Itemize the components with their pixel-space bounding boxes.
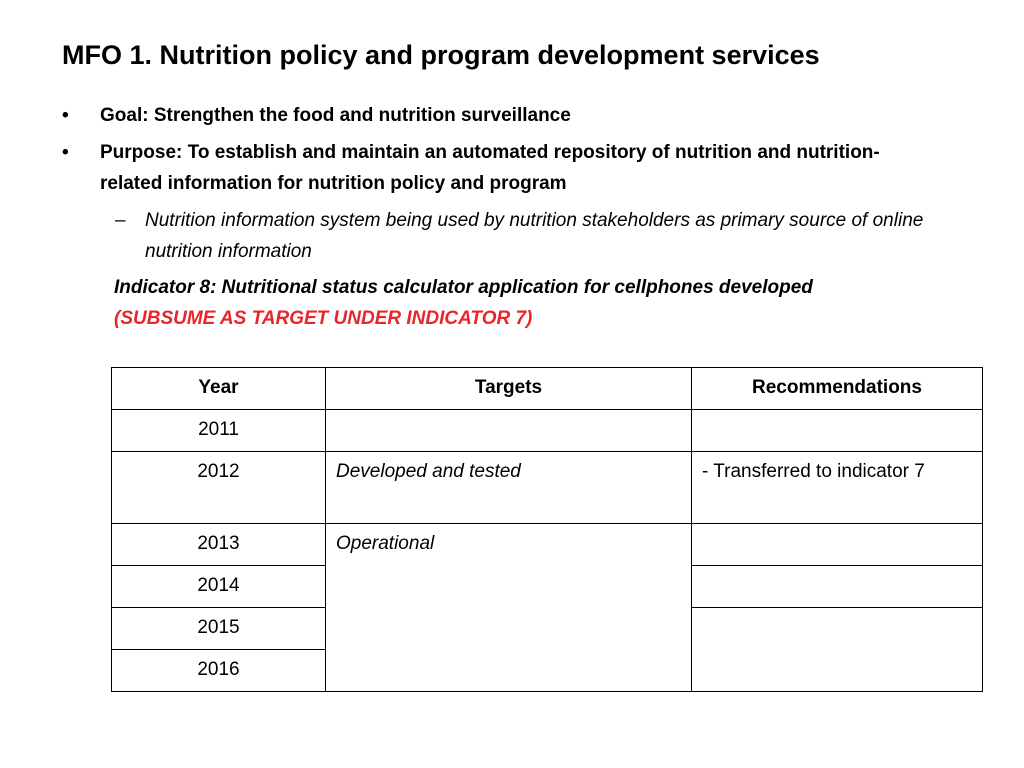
table-row: [112, 452, 983, 524]
purpose-bullet: [62, 137, 940, 199]
purpose-text: Purpose: To establish and maintain an automated repository of nutrition and nutrition-related information for nutrition policy and program: [100, 142, 880, 194]
table-row: [112, 524, 983, 566]
dash-marker: –: [115, 210, 126, 231]
year-cell: 2016: [112, 650, 326, 692]
target-cell: Developed and tested: [326, 452, 692, 524]
year-cell: 2012: [112, 452, 326, 524]
year-cell: 2011: [112, 410, 326, 452]
header-year: Year: [112, 368, 326, 410]
header-recommendations: Recommendations: [692, 368, 983, 410]
recommendation-cell: [692, 524, 983, 566]
recommendation-cell: - Transferred to indicator 7: [692, 452, 983, 524]
recommendation-cell: [692, 608, 983, 692]
table-header-row: [112, 368, 983, 410]
indicator-block: [114, 272, 813, 334]
recommendation-cell: [692, 410, 983, 452]
targets-table: [111, 367, 983, 692]
target-cell: [326, 410, 692, 452]
year-cell: 2014: [112, 566, 326, 608]
bullet-marker: •: [62, 105, 69, 126]
goal-bullet: [62, 100, 940, 131]
bullet-marker: •: [62, 142, 69, 163]
year-cell: 2015: [112, 608, 326, 650]
year-cell: 2013: [112, 524, 326, 566]
target-cell: Operational: [326, 524, 692, 692]
sub-bullet: [115, 205, 965, 267]
slide-title: MFO 1. Nutrition policy and program development services: [62, 40, 820, 70]
indicator-text: Indicator 8: Nutritional status calculator application for cellphones developed: [114, 277, 813, 298]
indicator-note: (SUBSUME AS TARGET UNDER INDICATOR 7): [114, 308, 533, 329]
sub-bullet-text: Nutrition information system being used by nutrition stakeholders as primary source of online nutrition information: [145, 210, 924, 262]
header-targets: Targets: [326, 368, 692, 410]
recommendation-cell: [692, 566, 983, 608]
goal-text: Goal: Strengthen the food and nutrition surveillance: [100, 105, 571, 126]
table-row: [112, 410, 983, 452]
